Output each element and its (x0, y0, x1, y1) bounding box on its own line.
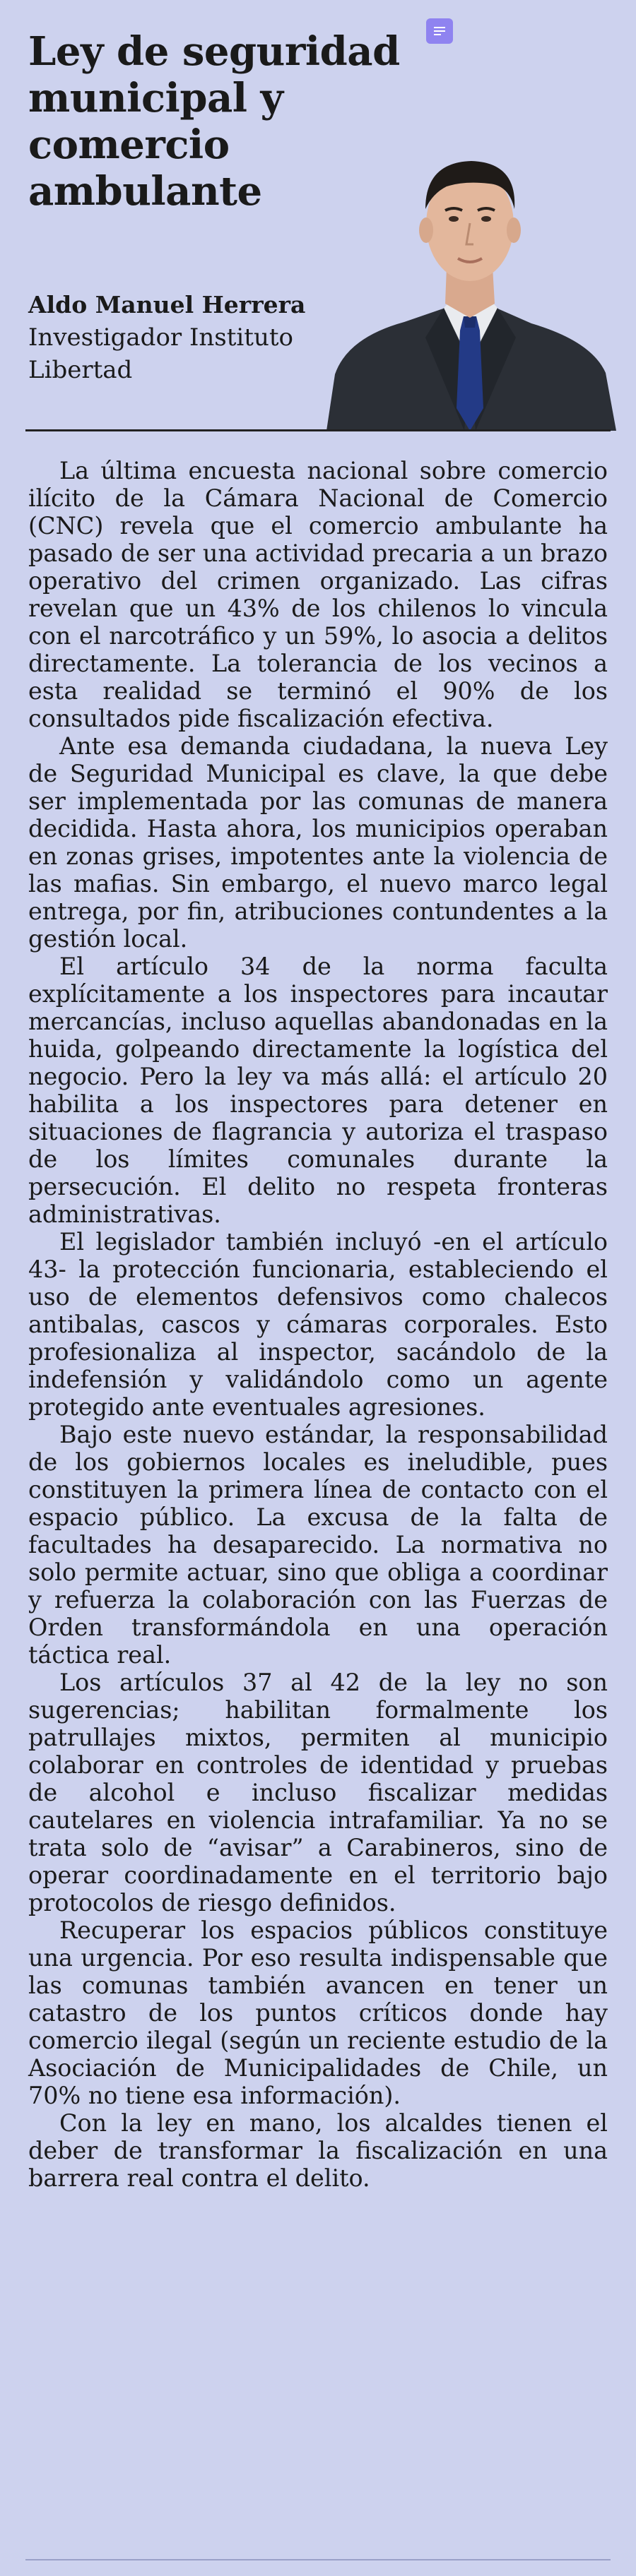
paragraph: Ante esa demanda ciudadana, la nueva Ley de Seguridad Municipal es clave, la que debe ser implementada por las comunas de manera decidida. Hasta ahora, los municipios operaban en zonas grises, impotentes ante la violencia de las mafias. Sin embargo, el nuevo marco legal entrega, por fin, atribuciones contundentes a la gestión local. (28, 732, 608, 953)
page-bottom-border (25, 2559, 611, 2560)
author-role: Investigador Instituto Libertad (28, 323, 293, 384)
author-name: Aldo Manuel Herrera (28, 291, 306, 318)
headline: Ley de seguridad municipal y comercio ambulante (28, 28, 400, 215)
article-body (28, 457, 608, 2192)
paragraph: Con la ley en mano, los alcaldes tienen el deber de transformar la fiscalización en una barrera real contra el delito. (28, 2109, 608, 2192)
notes-icon[interactable] (426, 18, 453, 44)
author-portrait (319, 126, 620, 431)
paragraph: Los artículos 37 al 42 de la ley no son sugerencias; habilitan formalmente los patrullajes mixtos, permiten al municipio colaborar en controles de identidad y pruebas de alcohol e incluso fiscalizar medidas cautelares en violencia intrafamiliar. Ya no se trata solo de “avisar” a Carabineros, sino de operar coordinadamente en el territorio bajo protocolos de riesgo definidos. (28, 1669, 608, 1916)
tie-shape (457, 316, 483, 431)
header-divider (25, 429, 611, 431)
paragraph: Recuperar los espacios públicos constituye una urgencia. Por eso resulta indispensable que las comunas también avancen en tener un catastro de los puntos críticos donde hay comercio ilegal (según un reciente estudio de la Asociación de Municipalidades de Chile, un 70% no tiene esa información). (28, 1916, 608, 2109)
paragraph: El legislador también incluyó -en el artículo 43- la protección funcionaria, estableciendo el uso de elementos defensivos como chalecos antibalas, cascos y cámaras corporales. Esto profesionaliza al inspector, sacándolo de la indefensión y validándolo como un agente protegido ante eventuales agresiones. (28, 1228, 608, 1421)
paragraph: Bajo este nuevo estándar, la responsabilidad de los gobiernos locales es ineludible, pues constituyen la primera línea de contacto con el espacio público. La excusa de la falta de facultades ha desaparecido. La normativa no solo permite actuar, sino que obliga a coordinar y refuerza la colaboración con las Fuerzas de Orden transformándola en una operación táctica real. (28, 1421, 608, 1669)
paragraph: La última encuesta nacional sobre comercio ilícito de la Cámara Nacional de Comercio (CNC) revela que el comercio ambulante ha pasado de ser una actividad precaria a un brazo operativo del crimen organizado. Las cifras revelan que un 43% de los chilenos lo vincula con el narcotráfico y un 59%, lo asocia a delitos directamente. La tolerancia de los vecinos a esta realidad se terminó el 90% de los consultados pide fiscalización efectiva. (28, 457, 608, 732)
paragraph: El artículo 34 de la norma faculta explícitamente a los inspectores para incautar mercancías, incluso aquellas abandonadas en la huida, golpeando directamente la logística del negocio. Pero la ley va más allá: el artículo 20 habilita a los inspectores para detener en situaciones de flagrancia y autoriza el traspaso de los límites comunales durante la persecución. El delito no respeta fronteras administrativas. (28, 953, 608, 1228)
